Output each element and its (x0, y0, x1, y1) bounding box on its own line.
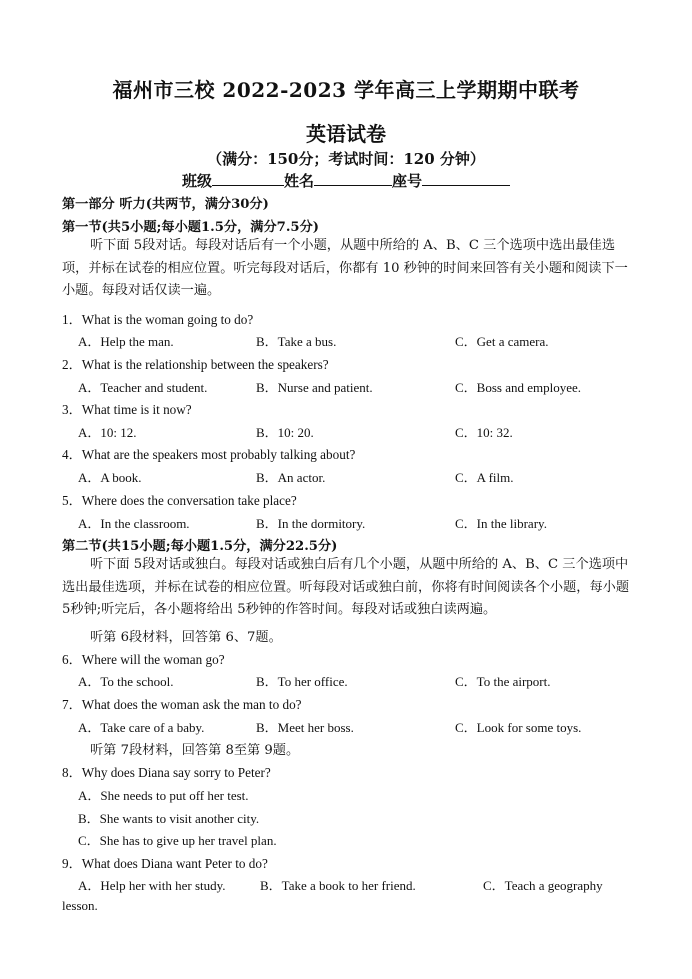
question-3-option-b[interactable]: B．10: 20. (256, 425, 314, 440)
question-9-stem: 9．What does Diana want Peter to do? (62, 856, 268, 871)
section2-heading: 第二节(共15小题;每小题1.5分，满分22.5分) (62, 539, 338, 554)
section2-instructions: 听下面 5段对话或独白。每段对话或独白后有几个小题，从题中所给的 A、B、C 三个选项中选出最佳选项，并标在试卷的相应位置。听每段对话或独白前，你将有时间阅读各个小题，每小题 5秒钟;听完后，各小题将给出 5秒钟的作答时间。每段对话或独白读两遍。 (62, 557, 630, 617)
question-8-option-c[interactable]: C．She has to give up her travel plan. (78, 833, 277, 848)
question-9-option-c[interactable]: C．Teach a geography (483, 878, 603, 893)
question-7-stem: 7．What does the woman ask the man to do? (62, 697, 302, 712)
section1-heading: 第一节(共5小题;每小题1.5分，满分7.5分) (62, 220, 320, 235)
question-7-option-c[interactable]: C．Look for some toys. (455, 720, 582, 735)
question-5-stem: 5．Where does the conversation take place? (62, 493, 297, 508)
material-7-note: 听第 7段材料，回答第 8至第 9题。 (90, 743, 300, 758)
question-2-option-a[interactable]: A．Teacher and student. (78, 380, 208, 395)
question-2-stem: 2．What is the relationship between the speakers? (62, 357, 329, 372)
question-6-stem: 6．Where will the woman go? (62, 652, 225, 667)
question-8-stem: 8．Why does Diana say sorry to Peter? (62, 765, 271, 780)
class-label: 班级 (181, 172, 212, 190)
question-1-option-a[interactable]: A．Help the man. (78, 334, 174, 349)
question-7-option-a[interactable]: A．Take care of a baby. (78, 720, 205, 735)
question-9-option-c-continued: lesson. (62, 898, 98, 913)
question-4-option-c[interactable]: C．A film. (455, 470, 514, 485)
question-6-option-b[interactable]: B．To her office. (256, 674, 348, 689)
student-info-line (0, 170, 692, 191)
question-1-option-c[interactable]: C．Get a camera. (455, 334, 549, 349)
material-6-note: 听第 6段材料，回答第 6、7题。 (90, 630, 282, 645)
name-blank[interactable] (314, 171, 392, 186)
question-9-option-a[interactable]: A．Help her with her study. (78, 878, 226, 893)
question-4-option-b[interactable]: B．An actor. (256, 470, 326, 485)
question-8-option-b[interactable]: B．She wants to visit another city. (78, 811, 260, 826)
seat-label: 座号 (392, 172, 423, 190)
question-5-option-b[interactable]: B．In the dormitory. (256, 516, 366, 531)
question-2-option-b[interactable]: B．Nurse and patient. (256, 380, 373, 395)
question-1-stem: 1．What is the woman going to do? (62, 312, 254, 327)
question-5-option-a[interactable]: A．In the classroom. (78, 516, 190, 531)
question-7-option-b[interactable]: B．Meet her boss. (256, 720, 354, 735)
exam-subtitle: 英语试卷 (306, 122, 386, 146)
name-label: 姓名 (283, 172, 314, 190)
question-4-stem: 4．What are the speakers most probably talking about? (62, 447, 356, 462)
question-9-option-b[interactable]: B．Take a book to her friend. (260, 878, 416, 893)
question-3-option-c[interactable]: C．10: 32. (455, 425, 513, 440)
question-4-option-a[interactable]: A．A book. (78, 470, 142, 485)
question-8-option-a[interactable]: A．She needs to put off her test. (78, 788, 249, 803)
question-3-option-a[interactable]: A．10: 12. (78, 425, 137, 440)
question-6-option-c[interactable]: C．To the airport. (455, 674, 551, 689)
exam-title: 福州市三校 2022-2023 学年高三上学期期中联考 (112, 78, 580, 102)
question-5-option-c[interactable]: C．In the library. (455, 516, 547, 531)
question-2-option-c[interactable]: C．Boss and employee. (455, 380, 582, 395)
section1-instructions: 听下面 5段对话。每段对话后有一个小题，从题中所给的 A、B、C 三个选项中选出最佳选项，并标在试卷的相应位置。听完每段对话后，你都有 10 秒钟的时间来回答有关小题和阅读下一小题。每段对话仅读一遍。 (62, 238, 628, 298)
question-6-option-a[interactable]: A．To the school. (78, 674, 174, 689)
part1-heading: 第一部分 听力(共两节，满分30分) (62, 197, 269, 212)
question-3-stem: 3．What time is it now? (62, 402, 192, 417)
seat-blank[interactable] (422, 171, 510, 186)
class-blank[interactable] (212, 171, 284, 186)
exam-info: （满分：150分；考试时间：120 分钟） (207, 150, 485, 168)
question-1-option-b[interactable]: B．Take a bus. (256, 334, 337, 349)
